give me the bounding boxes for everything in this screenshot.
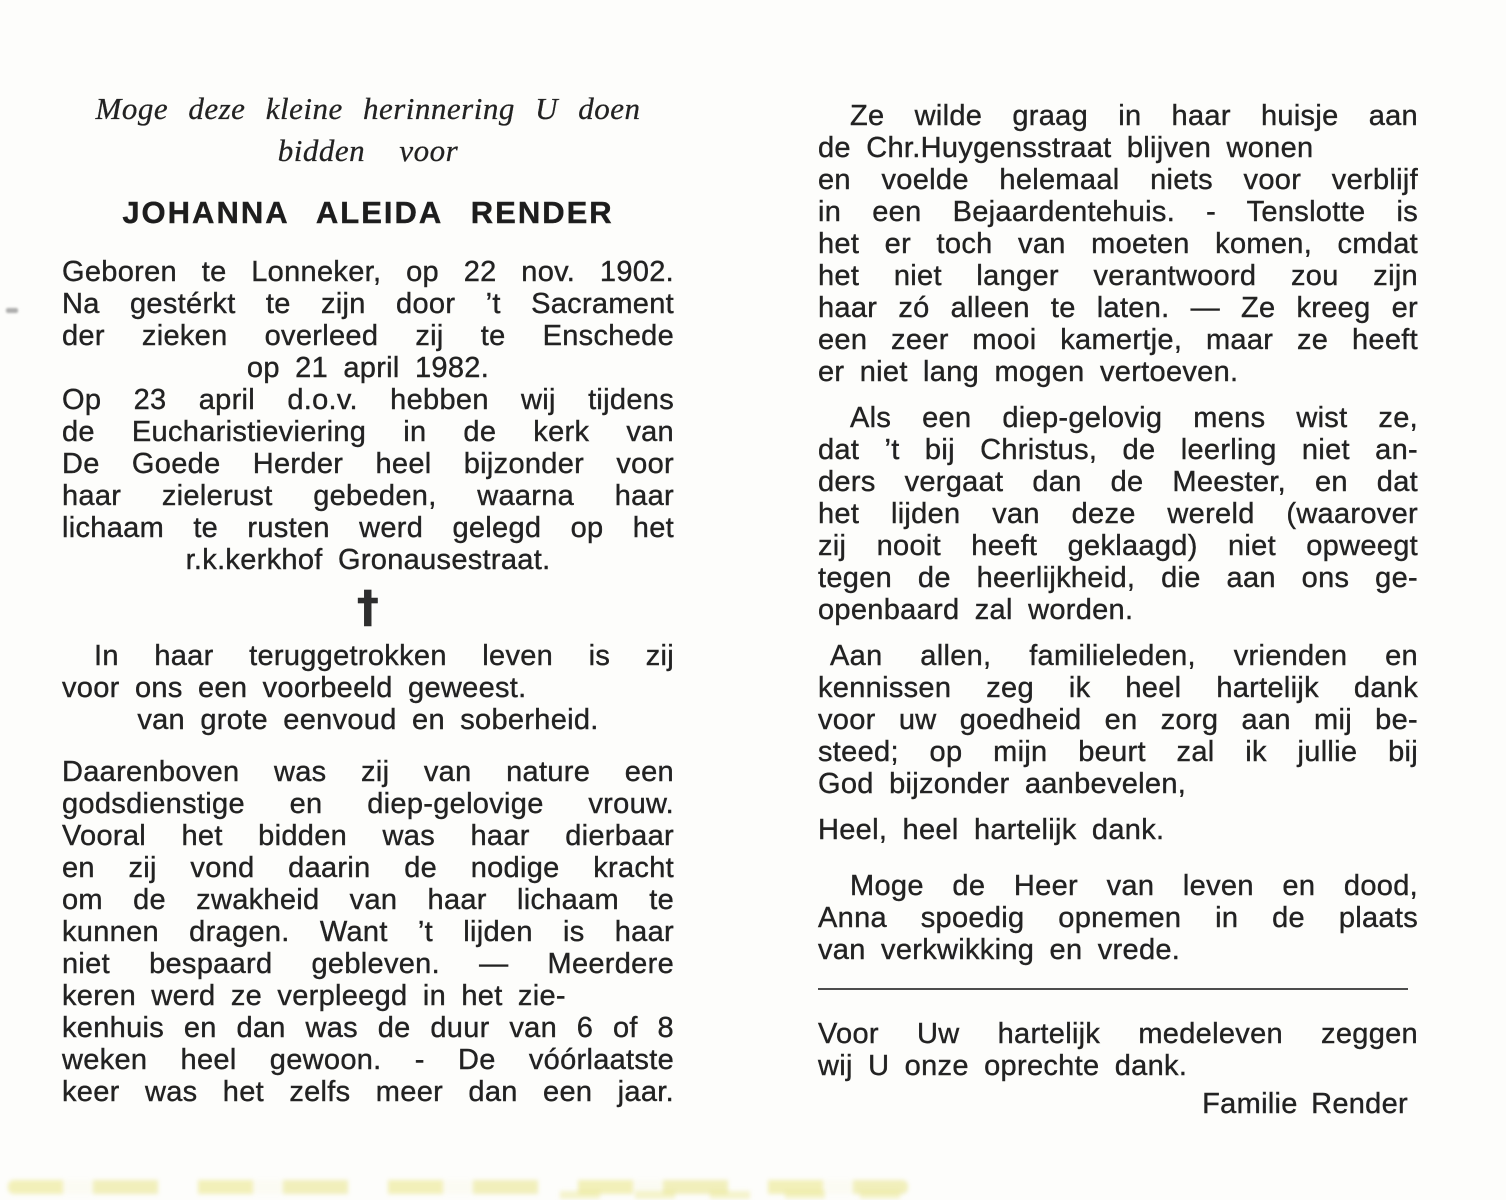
text-line: In haar teruggetrokken leven is zij <box>94 640 674 672</box>
text-line: haar zó alleen te laten. — Ze kreeg er <box>818 292 1418 324</box>
text-line: wij U onze oprechte dank. <box>818 1050 1188 1082</box>
text-line: kenhuis en dan was de duur van 6 of 8 <box>62 1012 674 1044</box>
signature: Familie Render <box>1202 1088 1408 1120</box>
divider-line <box>818 988 1408 990</box>
text-line: en voelde helemaal niets voor verblijf <box>818 164 1418 196</box>
text-line: kennissen zeg ik heel hartelijk dank <box>818 672 1418 704</box>
text-line: der zieken overleed zij te Enschede <box>62 320 674 352</box>
scan-smudge <box>560 1191 900 1199</box>
text-line: steed; op mijn beurt zal ik jullie bij <box>818 736 1418 768</box>
text-line: Daarenboven was zij van nature een <box>62 756 674 788</box>
text-line: het niet langer verantwoord zou zijn <box>818 260 1418 292</box>
text-line: zij nooit heeft geklaagd) niet opweegt <box>818 530 1418 562</box>
paragraph-deep-faith <box>818 402 1418 626</box>
text-line: een zeer mooi kamertje, maar ze heeft <box>818 324 1418 356</box>
paragraph-thanks-to-all <box>818 640 1418 800</box>
text-line: het er toch van moeten komen, cmdat <box>818 228 1418 260</box>
scan-speck <box>6 308 18 313</box>
text-line: en zij vond daarin de nodige kracht <box>62 852 674 884</box>
text-line: Anna spoedig opnemen in de plaats <box>818 902 1418 934</box>
text-line: God bijzonder aanbevelen, <box>818 768 1187 800</box>
text-line: de Chr.Huygensstraat blijven wonen <box>818 132 1314 164</box>
paragraph-family-thanks <box>818 1018 1418 1082</box>
text-line: van grote eenvoud en soberheid. <box>137 704 599 736</box>
thanks-line: Heel, heel hartelijk dank. <box>818 814 1165 846</box>
text-line: Moge de Heer van leven en dood, <box>850 870 1418 902</box>
intro-line: bidden voor <box>277 133 459 168</box>
text-line: Aan allen, familieleden, vrienden en <box>830 640 1418 672</box>
text-line: niet bespaard gebleven. — Meerdere <box>62 948 674 980</box>
left-column <box>62 88 674 1108</box>
text-line: er niet lang mogen vertoeven. <box>818 356 1239 388</box>
text-line: de Eucharistieviering in de kerk van <box>62 416 674 448</box>
text-line: lichaam te rusten werd gelegd op het <box>62 512 674 544</box>
text-line: Op 23 april d.o.v. hebben wij tijdens <box>62 384 674 416</box>
memorial-intro <box>62 88 674 172</box>
text-line: van verkwikking en vrede. <box>818 934 1181 966</box>
text-line: De Goede Herder heel bijzonder voor <box>62 448 674 480</box>
text-line: weken heel gewoon. - De vóórlaatste <box>62 1044 674 1076</box>
text-line: keren werd ze verpleegd in het zie- <box>62 980 566 1012</box>
paragraph-life-dates <box>62 256 674 576</box>
text-line: het lijden van deze wereld (waarover <box>818 498 1418 530</box>
text-line: godsdienstige en diep-gelovige vrouw. <box>62 788 674 820</box>
text-line: haar zielerust gebeden, waarna haar <box>62 480 674 512</box>
text-line: Voor Uw hartelijk medeleven zeggen <box>818 1018 1418 1050</box>
text-line: Als een diep-gelovig mens wist ze, <box>850 402 1418 434</box>
text-line: keer was het zelfs meer dan een jaar. <box>62 1076 674 1108</box>
right-column <box>818 100 1418 1120</box>
text-line: in een Bejaardentehuis. - Tenslotte is <box>818 196 1418 228</box>
text-line: om de zwakheid van haar lichaam te <box>62 884 674 916</box>
paragraph-faith-and-illness <box>62 756 674 1108</box>
deceased-name: JOHANNA ALEIDA RENDER <box>122 195 614 230</box>
text-line: voor uw goedheid en zorg aan mij be- <box>818 704 1418 736</box>
paragraph-example-of-simplicity <box>62 640 674 736</box>
text-line: Ze wilde graag in haar huisje aan <box>850 100 1418 132</box>
paragraph-her-house <box>818 100 1418 388</box>
text-line: voor ons een voorbeeld geweest. <box>62 672 527 704</box>
text-line: Geboren te Lonneker, op 22 nov. 1902. <box>62 256 674 288</box>
text-line: r.k.kerkhof Gronausestraat. <box>185 544 551 576</box>
intro-line: Moge deze kleine herinnering U doen <box>95 91 641 126</box>
paragraph-prayer <box>818 870 1418 966</box>
text-line: op 21 april 1982. <box>246 352 490 384</box>
text-line: kunnen dragen. Want ’t lijden is haar <box>62 916 674 948</box>
text-line: openbaard zal worden. <box>818 594 1134 626</box>
text-line: Na gestérkt te zijn door ’t Sacrament <box>62 288 674 320</box>
text-line: Vooral het bidden was haar dierbaar <box>62 820 674 852</box>
text-line: dat ’t bij Christus, de leerling niet an- <box>818 434 1418 466</box>
text-line: tegen de heerlijkheid, die aan ons ge- <box>818 562 1418 594</box>
cross-icon: † <box>356 582 380 633</box>
text-line: ders vergaat dan de Meester, en dat <box>818 466 1418 498</box>
